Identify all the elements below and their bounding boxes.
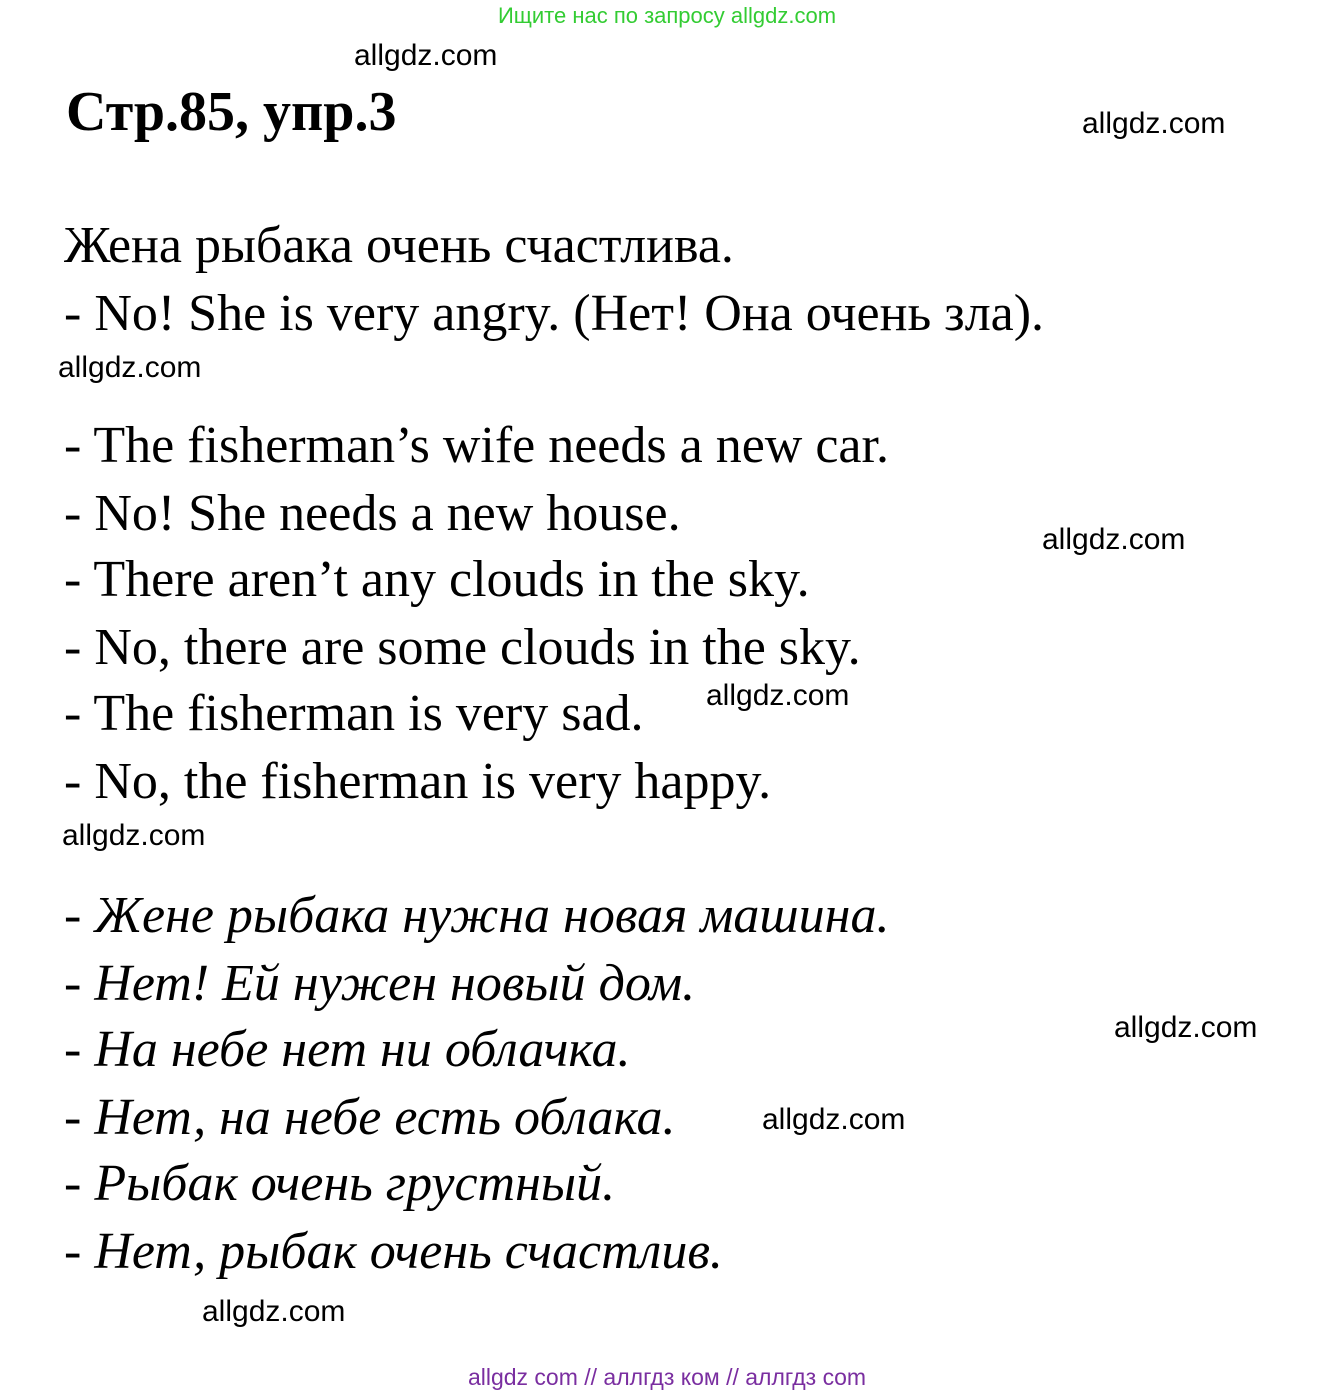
watermark: allgdz.com [62, 819, 206, 852]
footer-links: allgdz com // аллгдз ком // аллгдз com [467, 1364, 867, 1390]
text-line: - No! She is very angry. (Нет! Она очень зла). [64, 285, 1045, 342]
text-line: Жена рыбака очень счастлива. [64, 217, 734, 274]
translation-line: - Рыбак очень грустный. [64, 1155, 616, 1212]
text-line: - No, there are some clouds in the sky. [64, 619, 861, 676]
translation-line: - Нет! Ей нужен новый дом. [64, 955, 696, 1012]
watermark: allgdz.com [354, 39, 498, 72]
watermark: allgdz.com [706, 679, 850, 712]
watermark: allgdz.com [1042, 523, 1186, 556]
text-line: - There aren’t any clouds in the sky. [64, 551, 810, 608]
text-line: - No! She needs a new house. [64, 485, 681, 542]
translation-line: - Нет, рыбак очень счастлив. [64, 1223, 723, 1280]
watermark: allgdz.com [1082, 107, 1226, 140]
page-title: Стр.85, упр.3 [66, 81, 397, 143]
watermark: allgdz.com [58, 351, 202, 384]
top-banner: Ищите нас по запросу allgdz.com [497, 3, 837, 28]
watermark: allgdz.com [202, 1295, 346, 1328]
translation-line: - На небе нет ни облачка. [64, 1021, 631, 1078]
watermark: allgdz.com [762, 1103, 906, 1136]
translation-line: - Нет, на небе есть облака. [64, 1089, 676, 1146]
text-line: - No, the fisherman is very happy. [64, 753, 772, 810]
translation-line: - Жене рыбака нужна новая машина. [64, 887, 890, 944]
watermark: allgdz.com [1114, 1011, 1258, 1044]
text-line: - The fisherman’s wife needs a new car. [64, 417, 889, 474]
text-line: - The fisherman is very sad. [64, 685, 644, 742]
